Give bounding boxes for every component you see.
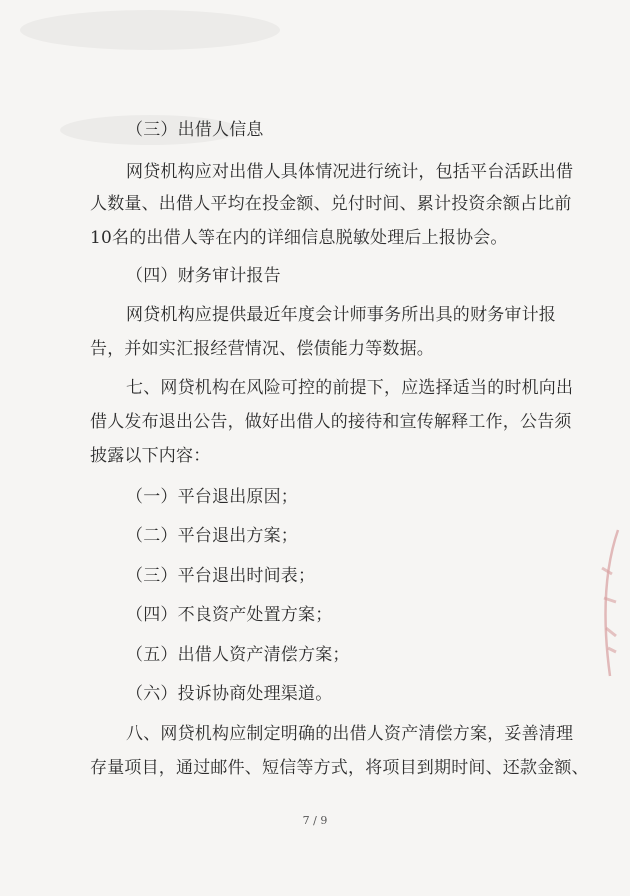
section-heading-lender-info: （三）出借人信息	[126, 120, 264, 140]
list-item: （六）投诉协商处理渠道。	[126, 684, 333, 704]
list-item: （一）平台退出原因；	[126, 487, 298, 507]
paragraph-line: 网贷机构应对出借人具体情况进行统计，包括平台活跃出借	[126, 162, 574, 182]
list-item: （二）平台退出方案；	[126, 526, 298, 546]
paragraph-line: 存量项目，通过邮件、短信等方式，将项目到期时间、还款金额、	[90, 758, 589, 778]
paragraph-line: 人数量、出借人平均在投金额、兑付时间、累计投资余额占比前	[90, 194, 572, 214]
paragraph-line: 借人发布退出公告，做好出借人的接待和宣传解释工作，公告须	[90, 412, 572, 432]
list-item: （五）出借人资产清偿方案；	[126, 645, 350, 665]
page-number: 7 / 9	[302, 814, 328, 827]
list-item: （四）不良资产处置方案；	[126, 605, 333, 625]
paragraph-line: 网贷机构应提供最近年度会计师事务所出具的财务审计报	[126, 305, 556, 325]
section-heading-financial-audit: （四）财务审计报告	[126, 266, 281, 286]
list-item: （三）平台退出时间表；	[126, 566, 316, 586]
paragraph-line: 10名的出借人等在内的详细信息脱敏处理后上报协会。	[90, 228, 508, 248]
scan-smudge	[20, 10, 280, 50]
paragraph-line: 披露以下内容：	[90, 446, 211, 466]
paragraph-line: 告，并如实汇报经营情况、偿债能力等数据。	[90, 339, 434, 359]
red-seal-stamp-fragment	[592, 528, 624, 678]
paragraph-line: 七、网贷机构在风险可控的前提下，应选择适当的时机向出	[126, 378, 574, 398]
paragraph-line: 八、网贷机构应制定明确的出借人资产清偿方案，妥善清理	[126, 724, 574, 744]
